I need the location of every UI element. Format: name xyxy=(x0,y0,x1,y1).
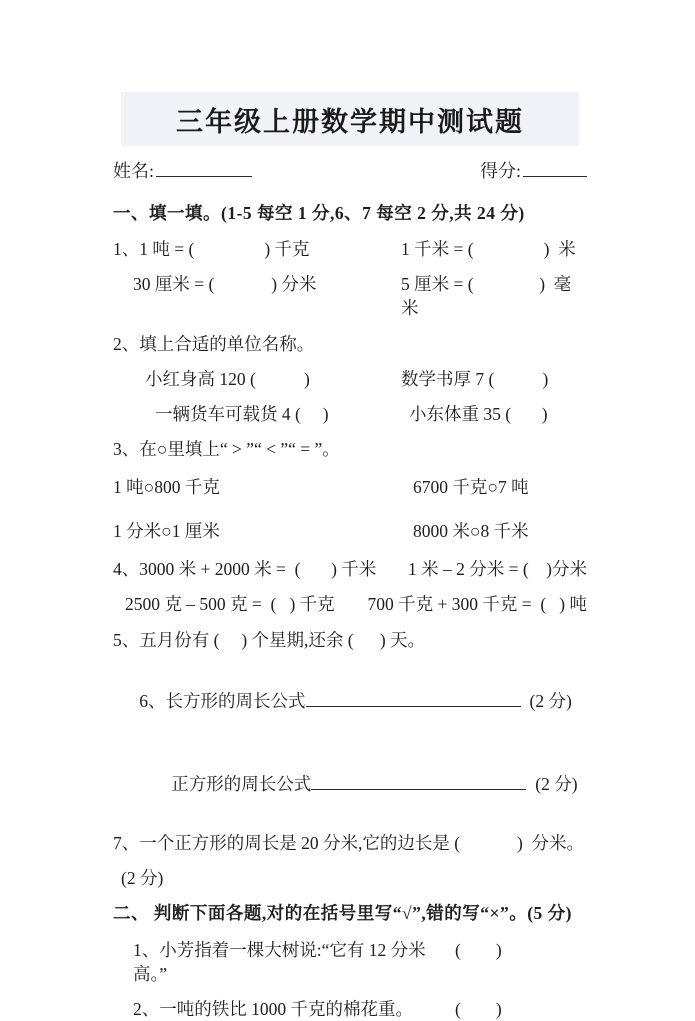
q6-row1-blank-line xyxy=(306,689,521,707)
meta-row xyxy=(113,159,587,183)
q6-row1-points: (2 分) xyxy=(529,691,572,711)
q4-row2-left: 2500 克 – 500 克 = ( ) 千克 xyxy=(125,594,335,614)
name-blank-line xyxy=(156,159,252,177)
q3-row1 xyxy=(113,475,587,499)
judge-item-2 xyxy=(113,997,587,1021)
q6-row1 xyxy=(113,665,587,737)
judge-item-2-text: 2、一吨的铁比 1000 千克的棉花重。 xyxy=(133,999,413,1019)
q6-row2-blank-line xyxy=(311,772,526,790)
section1-heading: 一、填一填。(1-5 每空 1 分,6、7 每空 2 分,共 24 分) xyxy=(113,203,525,223)
judge-item-1-text: 1、小芳指着一棵大树说:“它有 12 分米高。” xyxy=(133,940,426,984)
q5-line: 5、五月份有 ( ) 个星期,还余 ( ) 天。 xyxy=(113,630,426,650)
q1-row1 xyxy=(113,237,587,261)
q3-row1-right: 6700 千克○7 吨 xyxy=(413,477,529,497)
q2-row2-left: 一辆货车可载货 4 ( ) xyxy=(155,404,329,424)
name-field xyxy=(113,159,252,183)
q3-row2-left: 1 分米○1 厘米 xyxy=(113,521,220,541)
q2-row1-right: 数学书厚 7 ( ) xyxy=(401,369,549,389)
q7-points: (2 分) xyxy=(121,868,164,888)
page-title: 三年级上册数学期中测试题 xyxy=(176,106,524,137)
q1-row2 xyxy=(113,272,587,320)
q3-row2-right: 8000 米○8 千米 xyxy=(413,521,529,541)
q3-row2 xyxy=(113,519,587,543)
q1-row1-left: 1、1 吨 = ( ) 千克 xyxy=(113,239,310,259)
q2-row2-right: 小东体重 35 ( ) xyxy=(409,404,548,424)
judge-item-2-answer: ( ) xyxy=(455,999,502,1019)
judge-item-1-answer: ( ) xyxy=(455,940,502,960)
q6-row1-label: 6、长方形的周长公式 xyxy=(139,691,306,711)
judge-item-1 xyxy=(113,938,587,986)
q4-row1-left: 4、3000 米 + 2000 米 = ( ) 千米 xyxy=(113,559,377,579)
score-blank-line xyxy=(523,159,587,177)
q1-row2-right: 5 厘米 = ( ) 毫米 xyxy=(401,274,572,318)
q2-heading: 2、填上合适的单位名称。 xyxy=(113,334,315,354)
q3-heading: 3、在○里填上“ > ”“ < ”“ = ”。 xyxy=(113,439,340,459)
title-box xyxy=(121,92,579,146)
q6-row2-label: 正方形的周长公式 xyxy=(171,774,312,794)
q4-row2-right: 700 千克 + 300 千克 = ( ) 吨 xyxy=(367,594,587,614)
q1-row1-right: 1 千米 = ( ) 米 xyxy=(401,239,576,259)
q2-row1-left: 小红身高 120 ( ) xyxy=(145,369,310,389)
name-label: 姓名: xyxy=(113,161,155,181)
section2-heading: 二、 判断下面各题,对的在括号里写“√”,错的写“×”。(5 分) xyxy=(113,903,572,923)
q4-row1 xyxy=(113,557,587,581)
q1-row2-left: 30 厘米 = ( ) 分米 xyxy=(133,274,317,294)
q6-row2 xyxy=(113,748,587,820)
q4-row1-right: 1 米 – 2 分米 = ( )分米 xyxy=(407,559,587,579)
q7-line1: 7、一个正方形的周长是 20 分米,它的边长是 ( ) 分米。 xyxy=(113,833,585,853)
q3-row1-left: 1 吨○800 千克 xyxy=(113,477,220,497)
q2-row2 xyxy=(113,402,587,426)
score-field xyxy=(480,159,587,183)
score-label: 得分: xyxy=(479,161,521,181)
q2-row1 xyxy=(113,367,587,391)
q6-row2-points: (2 分) xyxy=(535,774,578,794)
q4-row2 xyxy=(113,592,587,616)
